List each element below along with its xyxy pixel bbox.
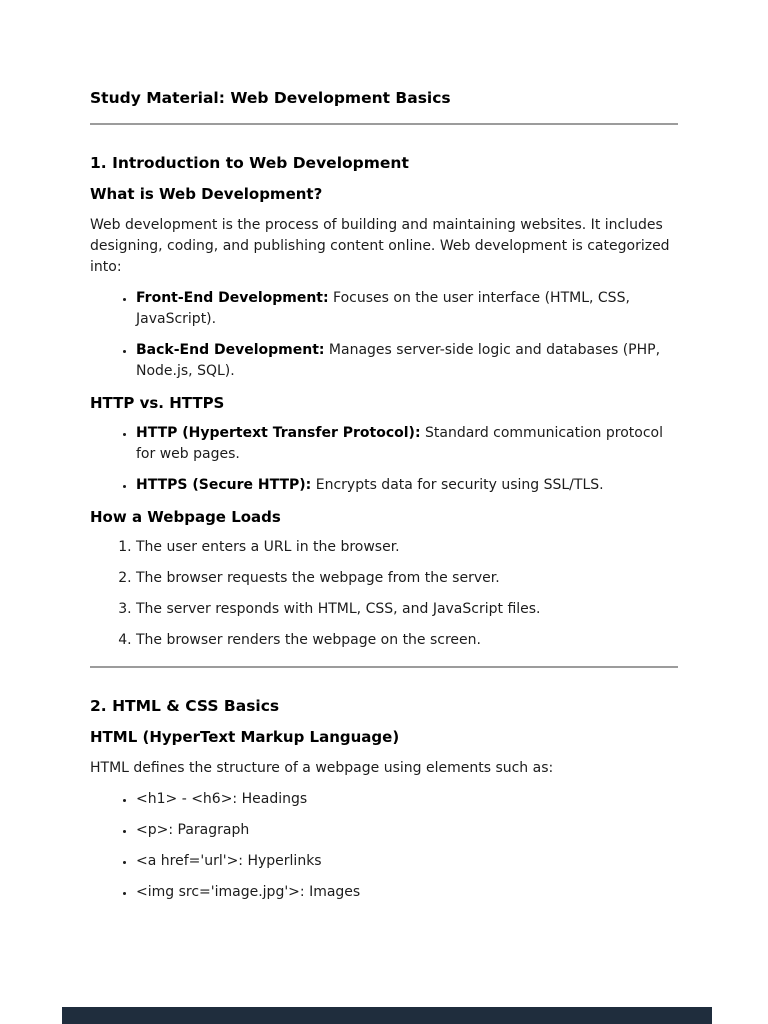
list-item: • <img src='image.jpg'>: Images: [136, 882, 678, 903]
webpage-load-steps-list: [90, 537, 678, 651]
section2-intro-paragraph: HTML defines the structure of a webpage using elements such as:: [90, 760, 554, 776]
list-item: [136, 288, 678, 330]
section2-sub1-heading: HTML (HyperText Markup Language): [90, 728, 400, 746]
list-item: • <h1> - <h6>: Headings: [136, 789, 678, 810]
list-item: • <a href='url'>: Hyperlinks: [136, 851, 678, 872]
document-title: Study Material: Web Development Basics: [90, 89, 451, 107]
list-item: 1. The user enters a URL in the browser.: [136, 537, 678, 558]
section1-sub1-heading: What is Web Development?: [90, 185, 323, 203]
list-item-lead: Front-End Development:: [136, 290, 329, 306]
list-item: [136, 340, 678, 382]
list-item: 4. The browser renders the webpage on the screen.: [136, 630, 678, 651]
horizontal-rule-middle: [90, 666, 678, 668]
section1-sub3-heading: How a Webpage Loads: [90, 508, 281, 526]
list-item-text: Standard communication protocol for web pages.: [136, 425, 663, 462]
list-item: [136, 423, 678, 465]
http-list: [90, 423, 678, 496]
section1-intro-paragraph: Web development is the process of building and maintaining websites. It includes designing, coding, and publishing content online. Web development is categorized into:: [90, 217, 670, 275]
list-item: [136, 475, 678, 496]
list-item-lead: Back-End Development:: [136, 342, 325, 358]
list-item-text: Focuses on the user interface (HTML, CSS, JavaScript).: [136, 290, 630, 327]
horizontal-rule-top: [90, 123, 678, 125]
list-item: 3. The server responds with HTML, CSS, and JavaScript files.: [136, 599, 678, 620]
list-item-text: Encrypts data for security using SSL/TLS.: [311, 477, 604, 493]
dev-types-list: [90, 288, 678, 382]
list-item-lead: HTTP (Hypertext Transfer Protocol):: [136, 425, 421, 441]
list-item-text: Manages server-side logic and databases (PHP, Node.js, SQL).: [136, 342, 661, 379]
list-item: • <p>: Paragraph: [136, 820, 678, 841]
section2-heading: 2. HTML & CSS Basics: [90, 697, 280, 715]
html-elements-list: [90, 789, 678, 903]
section1-sub2-heading: HTTP vs. HTTPS: [90, 394, 225, 412]
bottom-dark-bar-partial-element: [62, 1007, 712, 1024]
list-item: 2. The browser requests the webpage from the server.: [136, 568, 678, 589]
list-item-lead: HTTPS (Secure HTTP):: [136, 477, 312, 493]
section1-heading: 1. Introduction to Web Development: [90, 154, 409, 172]
